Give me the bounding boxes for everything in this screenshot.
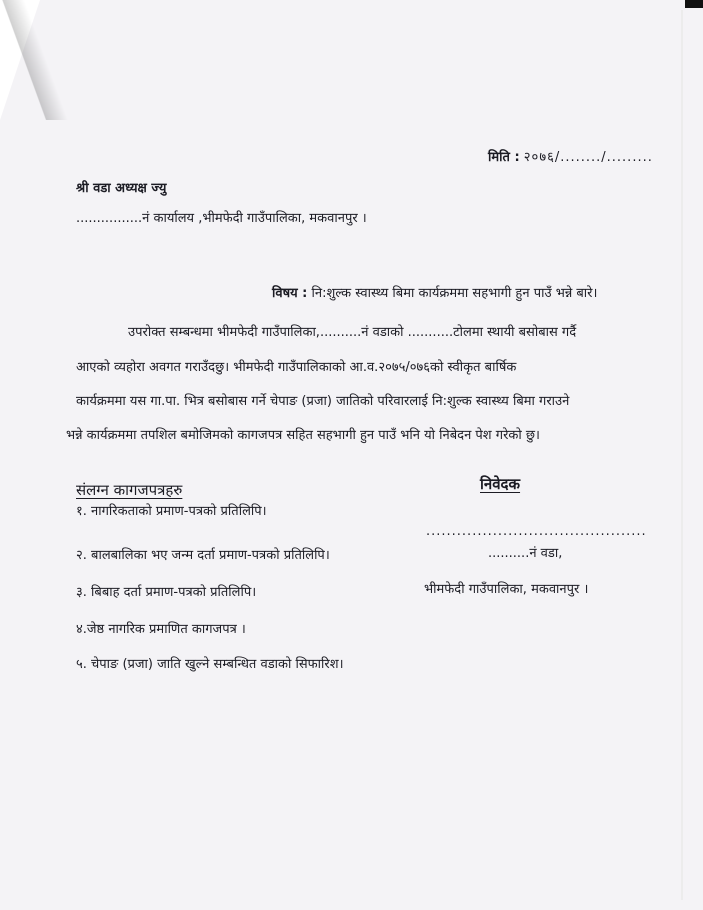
attachment-item-2: २. बालबालिका भए जन्म दर्ता प्रमाण-पत्रको प्रतिलिपि। (76, 548, 330, 563)
body-line-1: उपरोक्त सम्बन्धमा भीमफेदी गाउँपालिका,..........नं वडाको ...........टोलमा स्थायी बसोबास गर्दै (128, 325, 577, 340)
municipality-line: भीमफेदी गाउँपालिका, मकवानपुर । (424, 582, 589, 597)
subject-label: विषय : (272, 286, 308, 301)
addressee: श्री वडा अध्यक्ष ज्यु (76, 181, 167, 196)
signature-line: ........................................... (426, 524, 647, 539)
date-value: २०७६/......../......... (523, 150, 653, 165)
date-label: मिति : (488, 150, 520, 165)
body-line-2: आएको व्यहोरा अवगत गराउँदछु। भीमफेदी गाउँपालिकाको आ.व.२०७५/०७६को स्वीकृत बार्षिक (76, 360, 517, 375)
corner-mark (685, 0, 703, 8)
subject-text: नि:शुल्क स्वास्थ्य बिमा कार्यक्रममा सहभागी हुन पाउँ भन्ने बारे। (311, 286, 598, 301)
date-line (488, 150, 653, 166)
office-line: ................नं कार्यालय ,भीमफेदी गाउँपालिका, मकवानपुर । (76, 211, 367, 226)
attachment-item-4: ४.जेष्ठ नागरिक प्रमाणित कागजपत्र । (76, 622, 246, 637)
folded-corner-shadow (0, 0, 70, 120)
attachment-item-3: ३. बिबाह दर्ता प्रमाण-पत्रको प्रतिलिपि। (76, 585, 257, 600)
attachment-item-1: १. नागरिकताको प्रमाण-पत्रको प्रतिलिपि। (76, 504, 267, 519)
attachments-heading: संलग्न कागजपत्रहरु (76, 481, 183, 499)
attachment-item-5: ५. चेपाङ (प्रजा) जाति खुल्ने सम्बन्धित वडाको सिफारिश। (76, 657, 344, 672)
ward-line: ..........नं वडा, (488, 546, 563, 561)
body-line-3: कार्यक्रममा यस गा.पा. भित्र बसोबास गर्ने चेपाङ (प्रजा) जातिको परिवारलाई नि:शुल्क स्वास्थ्य बिमा गराउने (76, 394, 570, 409)
subject-line (272, 286, 597, 302)
page-edge (681, 10, 683, 900)
applicant-heading: निवेदक (480, 475, 521, 493)
body-line-4: भन्ने कार्यक्रममा तपशिल बमोजिमको कागजपत्र सहित सहभागी हुन पाउँ भनि यो निबेदन पेश गरेको छु। (66, 428, 540, 443)
